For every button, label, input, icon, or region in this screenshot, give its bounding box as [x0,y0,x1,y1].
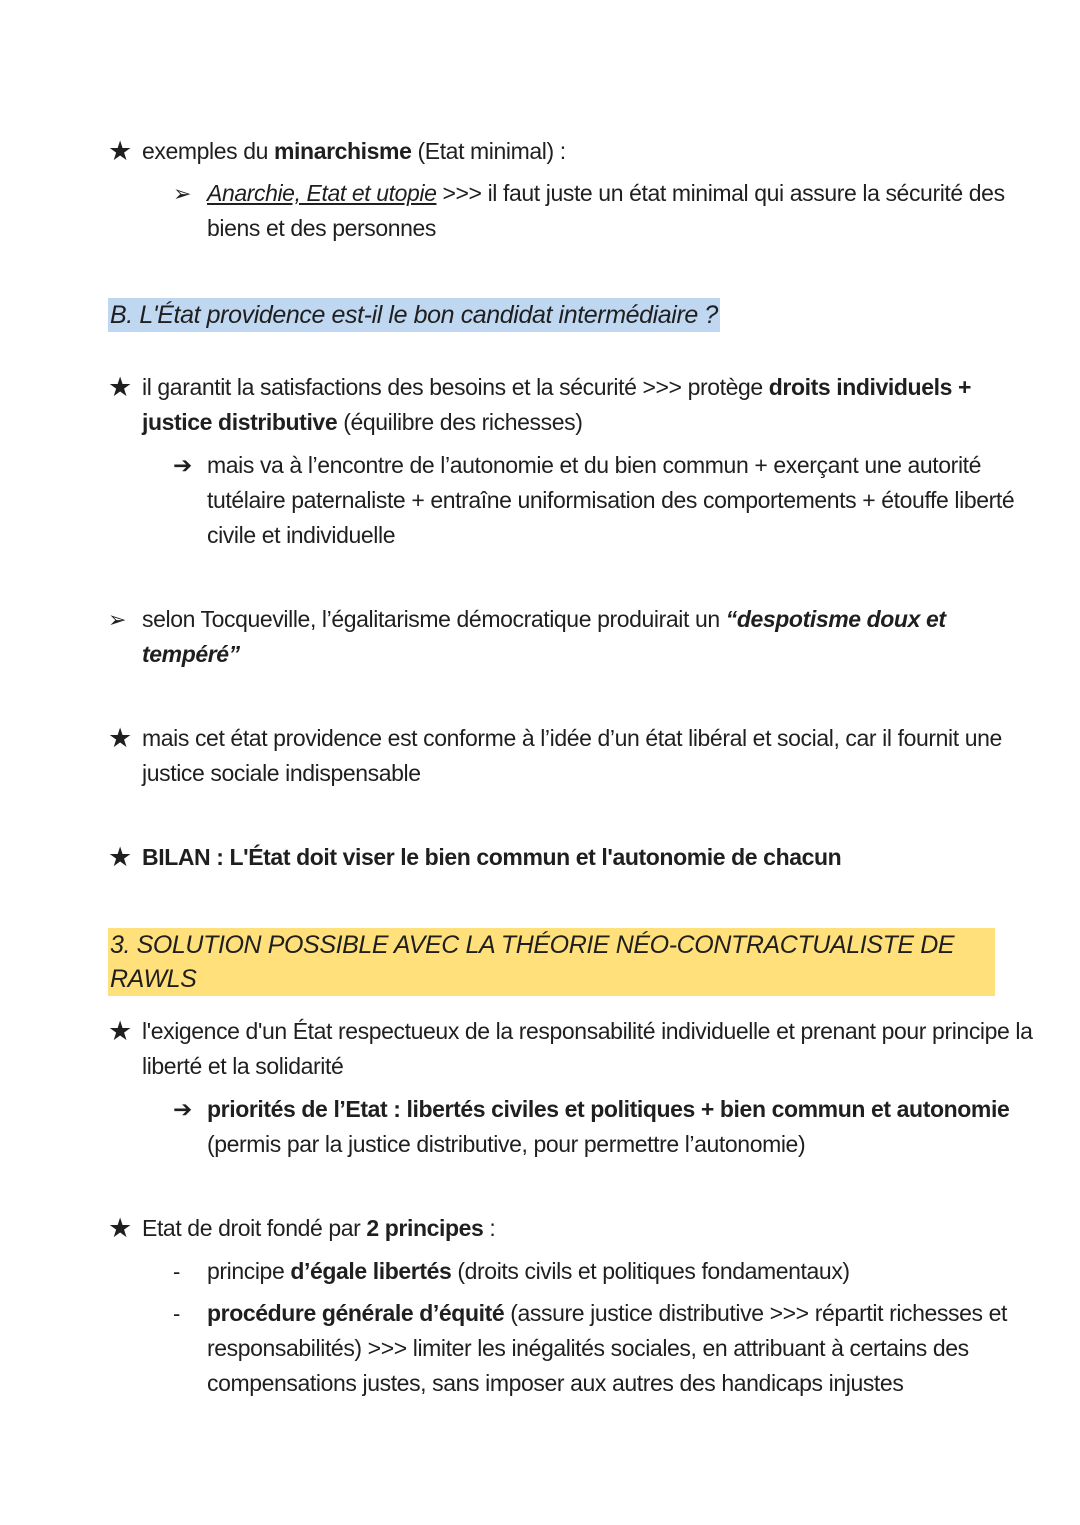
dash-icon: - [173,1259,180,1284]
dash-item-equite: - procédure générale d’équité (assure justice distributive >>> répartit richesses et responsabilités) >>> limiter les inégalités sociales, en attribuant à certains des compensations justes, sans imposer aux autres des handicaps injustes [173,1296,1047,1401]
book-title-link: Anarchie, Etat et utopie [207,180,437,206]
section-heading-3: 3. SOLUTION POSSIBLE AVEC LA THÉORIE NÉO-CONTRACTUALISTE DE RAWLS [108,928,995,996]
bullet-bilan: ★ BILAN : L'État doit viser le bien commun et l'autonomie de chacun [108,840,1042,875]
star-icon: ★ [108,723,132,753]
star-icon: ★ [108,1213,132,1243]
arrow-right-icon: ➔ [173,1096,192,1122]
bullet-exigence: ★ l'exigence d'un État respectueux de la responsabilité individuelle et prenant pour principe la liberté et la solidarité [108,1016,1033,1079]
sub-bullet-encontre: ➔ mais va à l’encontre de l’autonomie et du bien commun + exerçant une autorité tutélaire paternaliste + entraîne uniformisation des comportements + étouffe liberté civile et individuelle [173,448,1047,553]
section-heading-b: B. L'État providence est-il le bon candidat intermédiaire ? [108,298,720,332]
sub-bullet-priorites: ➔ priorités de l’Etat : libertés civiles et politiques + bien commun et autonomie (permis par la justice distributive, pour permettre l’autonomie) [173,1092,1047,1162]
star-icon: ★ [108,842,132,872]
sub-bullet-anarchie: ➢ Anarchie, Etat et utopie >>> il faut juste un état minimal qui assure la sécurité des biens et des personnes [173,176,1047,246]
arrowhead-icon: ➢ [173,181,192,206]
bullet-tocqueville: ➢ selon Tocqueville, l’égalitarisme démocratique produirait un “despotisme doux et tempéré” [108,602,1042,672]
bullet-minarchisme: ★ exemples du minarchisme (Etat minimal) : [108,134,1042,169]
bullet-conforme: ★ mais cet état providence est conforme à l’idée d’un état libéral et social, car il fournit une justice sociale indispensable [108,723,1002,786]
bullet-etat-de-droit: ★ Etat de droit fondé par 2 principes : [108,1211,1042,1246]
dash-item-egale-libertes: - principe d’égale libertés (droits civils et politiques fondamentaux) [173,1254,1047,1289]
dash-icon: - [173,1301,180,1326]
arrow-right-icon: ➔ [173,452,192,478]
star-icon: ★ [108,372,132,402]
star-icon: ★ [108,136,132,166]
arrowhead-icon: ➢ [108,607,127,632]
star-icon: ★ [108,1016,132,1046]
bullet-garantit: ★ il garantit la satisfactions des besoins et la sécurité >>> protège droits individuels + justice distributive (équilibre des richesses) [108,372,972,435]
